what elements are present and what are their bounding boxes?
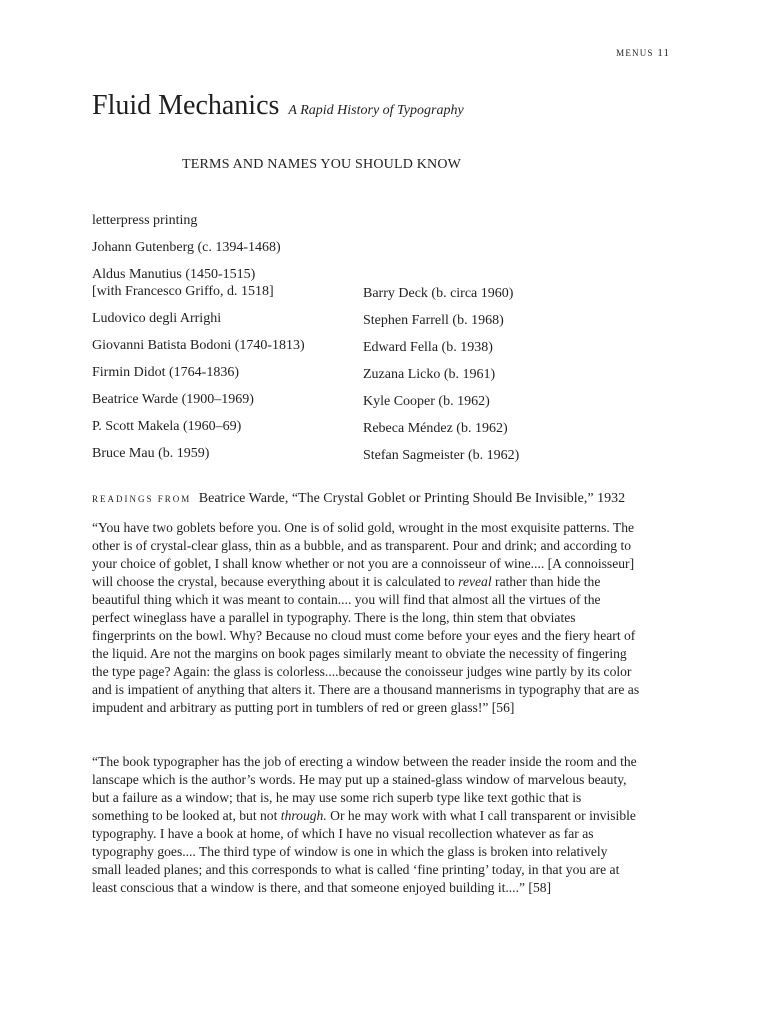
quote-2-emphasis: through. — [280, 808, 327, 823]
quote-1-emphasis: reveal — [458, 574, 492, 589]
term-item: Beatrice Warde (1900–1969) — [92, 392, 254, 407]
quote-2-text-before: “The book typographer has the job of erecting a window between the reader inside the room and the lanscape which is the author’s words. He may put up a stained-glass window of marvelous beauty, but a failure as a window; that is, he may use some rich superb type like text gothic that is something to be looked at, but not — [92, 754, 637, 823]
readings-heading — [92, 491, 692, 507]
term-item: Johann Gutenberg (c. 1394-1468) — [92, 240, 281, 255]
terms-left-column — [92, 212, 362, 472]
term-item: letterpress printing — [92, 213, 198, 228]
terms-right-column — [363, 285, 623, 474]
term-item: Bruce Mau (b. 1959) — [92, 446, 210, 461]
term-item: P. Scott Makela (1960–69) — [92, 419, 242, 434]
title-main: Fluid Mechanics — [92, 90, 280, 121]
quote-paragraph-1 — [92, 519, 640, 717]
term-item: Giovanni Batista Bodoni (1740-1813) — [92, 338, 305, 353]
term-item: Stefan Sagmeister (b. 1962) — [363, 448, 520, 463]
term-item: Barry Deck (b. circa 1960) — [363, 286, 514, 301]
quote-2-text-after: Or he may work with what I call transparent or invisible typography. I have a book at home, of which I have no visual recollection whatever as far as typography goes.... The third type of window is one in which the glass is broken into relatively small leaded planes; and this corresponds to what is called ‘fine printing’ today, in that you are at least conscious that a window is there, and that someone enjoyed building it....” [58] — [92, 808, 636, 895]
term-item: Zuzana Licko (b. 1961) — [363, 367, 496, 382]
running-header — [616, 47, 670, 59]
readings-label: READINGS FROM — [92, 494, 192, 504]
page-number: 11 — [657, 47, 670, 59]
terms-heading: TERMS AND NAMES YOU SHOULD KNOW — [182, 157, 462, 172]
term-item-note: [with Francesco Griffo, d. 1518] — [92, 284, 274, 299]
term-item: Firmin Didot (1764-1836) — [92, 365, 239, 380]
term-item-group — [92, 266, 362, 300]
readings-citation: Beatrice Warde, “The Crystal Goblet or Printing Should Be Invisible,” 1932 — [198, 491, 626, 506]
term-item: Aldus Manutius (1450-1515) — [92, 267, 256, 282]
title-subtitle: A Rapid History of Typography — [288, 103, 464, 118]
quote-1-text-after: rather than hide the beautiful thing which it was meant to contain.... you will find that almost all the virtues of the perfect wineglass have a parallel in typography. There is the long, thin stem that obviates fingerprints on the bowl. Why? Because no cloud must come before your eyes and the fiery heart of the liquid. Are not the margins on book pages similarly meant to obviate the necessity of fingering the type page? Again: the glass is colorless....because the conoisseur judges wine partly by its color and is impatient of anything that alters it. There are a thousand mannerisms in typography that are as impudent and arbitrary as putting port in tumblers of red or green glass!” [56] — [92, 574, 640, 715]
section-label: MENUS — [616, 48, 654, 58]
term-item: Ludovico degli Arrighi — [92, 311, 222, 326]
quote-1-text-before: “You have two goblets before you. One is of solid gold, wrought in the most exquisite patterns. The other is of crystal-clear glass, thin as a bubble, and as transparent. Pour and drink; and according to your choice of goblet, I shall know whether or not you are a connoisseur of wine.... [A connoisseur] will choose the crystal, because everything about it is calculated to — [92, 520, 635, 589]
quote-paragraph-2 — [92, 753, 640, 897]
term-item: Rebeca Méndez (b. 1962) — [363, 421, 508, 436]
term-item: Kyle Cooper (b. 1962) — [363, 394, 490, 409]
term-item: Stephen Farrell (b. 1968) — [363, 313, 504, 328]
term-item: Edward Fella (b. 1938) — [363, 340, 493, 355]
page-title — [92, 90, 464, 122]
